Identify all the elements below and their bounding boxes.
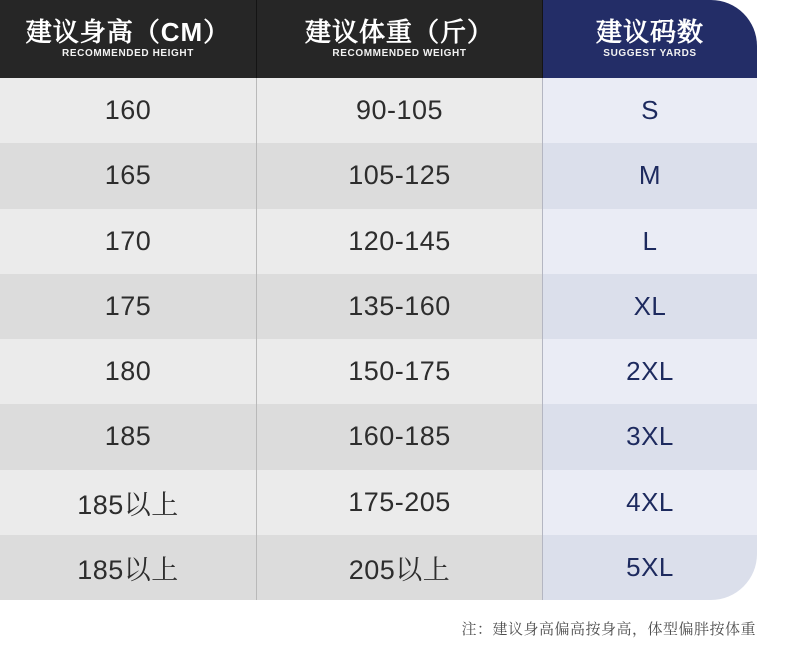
- header-size-column: [543, 0, 757, 78]
- weight-cell: 105-125: [257, 143, 543, 208]
- weight-cell: 120-145: [257, 209, 543, 274]
- header-weight-title-en: RECOMMENDED WEIGHT: [332, 48, 467, 59]
- table-row: [0, 535, 757, 600]
- weight-cell: 175-205: [257, 470, 543, 535]
- height-cell: 185以上: [0, 535, 257, 600]
- table-row: [0, 274, 757, 339]
- header-weight-column: [257, 0, 543, 78]
- header-weight-title-cn: 建议体重（斤）: [304, 17, 494, 47]
- weight-cell: 135-160: [257, 274, 543, 339]
- header-height-column: [0, 0, 257, 78]
- table-body: [0, 78, 757, 600]
- size-cell: L: [543, 209, 757, 274]
- table-row: [0, 143, 757, 208]
- height-cell: 185: [0, 404, 257, 469]
- header-size-title-en: SUGGEST YARDS: [603, 48, 697, 59]
- size-cell: 2XL: [543, 339, 757, 404]
- height-cell: 165: [0, 143, 257, 208]
- size-cell: 4XL: [543, 470, 757, 535]
- size-cell: 3XL: [543, 404, 757, 469]
- weight-cell: 150-175: [257, 339, 543, 404]
- size-cell: XL: [543, 274, 757, 339]
- header-height-title-cn: 建议身高（CM）: [25, 17, 231, 47]
- height-cell: 170: [0, 209, 257, 274]
- height-cell: 175: [0, 274, 257, 339]
- table-row: [0, 78, 757, 143]
- table-row: [0, 404, 757, 469]
- height-cell: 160: [0, 78, 257, 143]
- weight-cell: 160-185: [257, 404, 543, 469]
- size-cell: S: [543, 78, 757, 143]
- weight-cell: 205以上: [257, 535, 543, 600]
- table-row: [0, 470, 757, 535]
- header-size-title-cn: 建议码数: [595, 17, 704, 47]
- weight-cell: 90-105: [257, 78, 543, 143]
- height-cell: 185以上: [0, 470, 257, 535]
- height-cell: 180: [0, 339, 257, 404]
- table-row: [0, 209, 757, 274]
- footnote: 注：建议身高偏高按身高，体型偏胖按体重: [461, 621, 756, 638]
- table-row: [0, 339, 757, 404]
- size-cell: M: [543, 143, 757, 208]
- header-height-title-en: RECOMMENDED HEIGHT: [62, 48, 194, 59]
- size-cell: 5XL: [543, 535, 757, 600]
- table-header-row: [0, 0, 757, 78]
